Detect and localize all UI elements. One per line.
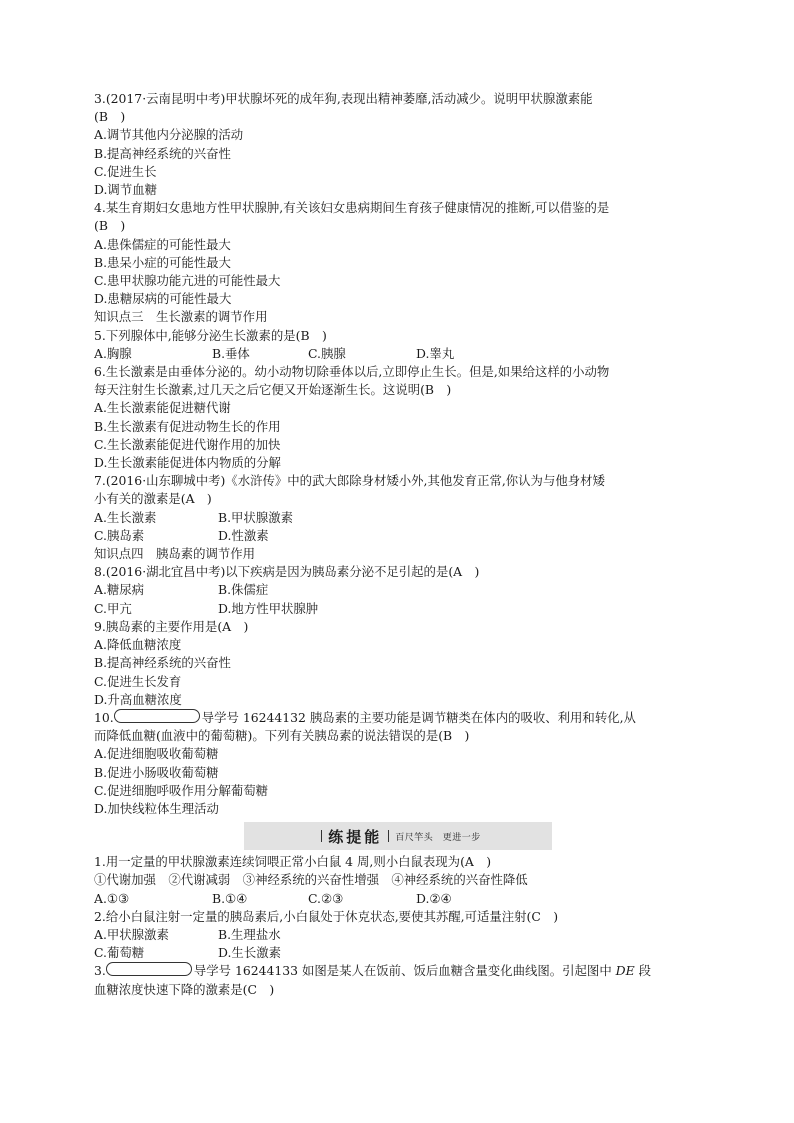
knowledge-point-4: 知识点四 胰岛素的调节作用: [94, 546, 256, 562]
p1-choices: ①代谢加强 ②代谢减弱 ③神经系统的兴奋性增强 ④神经系统的兴奋性降低: [94, 872, 528, 888]
q6-option-a: A.生长激素能促进糖代谢: [94, 400, 231, 416]
q7-option-c: C.胰岛素: [94, 527, 145, 543]
q7-options-row2: [94, 527, 706, 545]
q6-stem-line2: 每天注射生长激素,过几天之后它便又开始逐渐生长。这说明(B ): [94, 382, 452, 398]
q3-stem: 3.(2017·云南昆明中考)甲状腺坏死的成年狗,表现出精神萎靡,活动减少。说明甲状腺激素能: [94, 91, 593, 106]
q8-options-row1: [94, 581, 706, 599]
guide-tag-icon: [114, 709, 200, 723]
q8-option-c: C.甲亢: [94, 600, 132, 616]
p2-options-row1: [94, 926, 706, 944]
q4-option-b: B.患呆小症的可能性最大: [94, 254, 231, 270]
q7-options-row1: [94, 509, 706, 527]
p3-stem-text-end: 段: [634, 963, 651, 979]
q9-option-b: B.提高神经系统的兴奋性: [94, 655, 231, 671]
q10-option-c: C.促进细胞呼吸作用分解葡萄糖: [94, 782, 269, 798]
q6-option-b: B.生长激素有促进动物生长的作用: [94, 418, 281, 434]
p2-options-row2: [94, 944, 706, 962]
q8-options-row2: [94, 600, 706, 618]
banner-divider-right: [388, 830, 389, 842]
q3-option-c: C.促进生长: [94, 163, 157, 179]
p1-option-a: A.①③: [94, 890, 130, 906]
p2-option-c: C.葡萄糖: [94, 945, 145, 961]
p2-option-b: B.生理盐水: [218, 926, 281, 942]
q4-option-a: A.患侏儒症的可能性最大: [94, 236, 231, 252]
q4-option-d: D.患糖尿病的可能性最大: [94, 291, 232, 307]
q7-option-d: D.性激素: [218, 527, 269, 543]
p1-options: [94, 890, 706, 908]
q6-option-d: D.生长激素能促进体内物质的分解: [94, 455, 281, 471]
p1-stem: 1.用一定量的甲状腺激素连续饲喂正常小白鼠 4 周,则小白鼠表现为(A ): [94, 854, 492, 870]
q3-option-b: B.提高神经系统的兴奋性: [94, 145, 231, 161]
q10-stem-text: 导学号 16244132 胰岛素的主要功能是调节糖类在体内的吸收、利用和转化,从: [201, 709, 636, 725]
banner-title: 练提能: [328, 827, 383, 846]
q5-stem: 5.下列腺体中,能够分泌生长激素的是(B ): [94, 327, 327, 343]
q9-option-a: A.降低血糖浓度: [94, 637, 182, 653]
q7-option-b: B.甲状腺激素: [218, 509, 293, 525]
p3-stem-line2: 血糖浓度快速下降的激素是(C ): [94, 981, 275, 997]
q10-stem-line2: 而降低血糖(血液中的葡萄糖)。下列有关胰岛素的说法错误的是(B ): [94, 728, 470, 744]
q3-answer: (B ): [94, 109, 126, 125]
q8-option-b: B.侏儒症: [218, 582, 269, 598]
q9-option-d: D.升高血糖浓度: [94, 691, 182, 707]
q7-stem-line2: 小有关的激素是(A ): [94, 491, 212, 507]
p2-option-d: D.生长激素: [218, 945, 281, 961]
q4-answer: (B ): [94, 218, 126, 234]
q8-option-d: D.地方性甲状腺肿: [218, 600, 319, 616]
q10-option-b: B.促进小肠吸收葡萄糖: [94, 764, 219, 780]
p1-option-d: D.②④: [416, 890, 452, 906]
q5-option-b: B.垂体: [212, 345, 250, 361]
q6-stem-line1: 6.生长激素是由垂体分泌的。幼小动物切除垂体以后,立即停止生长。但是,如果给这样的小动物: [94, 364, 610, 380]
q5-options: [94, 345, 706, 363]
worksheet-page: [94, 90, 706, 999]
guide-tag-icon: [106, 962, 192, 976]
q9-option-c: C.促进生长发育: [94, 673, 182, 689]
q10-option-d: D.加快线粒体生理活动: [94, 800, 219, 816]
q3-option-d: D.调节血糖: [94, 182, 157, 198]
q4-option-c: C.患甲状腺功能亢进的可能性最大: [94, 273, 281, 289]
q3-option-a: A.调节其他内分泌腺的活动: [94, 127, 244, 143]
p1-option-c: C.②③: [308, 890, 344, 906]
p3-number: 3.: [94, 963, 106, 979]
p2-stem: 2.给小白鼠注射一定量的胰岛素后,小白鼠处于休克状态,要使其苏醒,可适量注射(C ): [94, 908, 559, 924]
section-banner: [244, 822, 552, 850]
p3-stem-text: 导学号 16244133 如图是某人在饭前、饭后血糖含量变化曲线图。引起图中: [193, 963, 616, 979]
knowledge-point-3: 知识点三 生长激素的调节作用: [94, 309, 268, 325]
q10-number: 10.: [94, 709, 114, 725]
p1-option-b: B.①④: [212, 890, 248, 906]
q5-option-d: D.睾丸: [416, 345, 455, 361]
q5-option-a: A.胸腺: [94, 345, 132, 361]
q4-stem: 4.某生育期妇女患地方性甲状腺肿,有关该妇女患病期间生育孩子健康情况的推断,可以借鉴的是: [94, 200, 610, 216]
banner-subtitle: 百尺竿头 更进一步: [395, 832, 481, 843]
banner-divider-left: [321, 830, 322, 842]
q8-stem: 8.(2016·湖北宜昌中考)以下疾病是因为胰岛素分泌不足引起的是(A ): [94, 564, 480, 580]
q6-option-c: C.生长激素能促进代谢作用的加快: [94, 436, 281, 452]
p3-stem-line1: [94, 962, 706, 980]
q5-option-c: C.胰腺: [308, 345, 346, 361]
q9-stem: 9.胰岛素的主要作用是(A ): [94, 618, 249, 634]
p3-segment-label: DE: [615, 963, 635, 979]
p2-option-a: A.甲状腺激素: [94, 926, 169, 942]
q7-option-a: A.生长激素: [94, 509, 157, 525]
q7-stem-line1: 7.(2016·山东聊城中考)《水浒传》中的武大郎除身材矮小外,其他发育正常,你认为与他身材矮: [94, 473, 605, 489]
q10-stem-line1: [94, 709, 706, 727]
q10-option-a: A.促进细胞吸收葡萄糖: [94, 746, 219, 762]
q8-option-a: A.糖尿病: [94, 582, 145, 598]
